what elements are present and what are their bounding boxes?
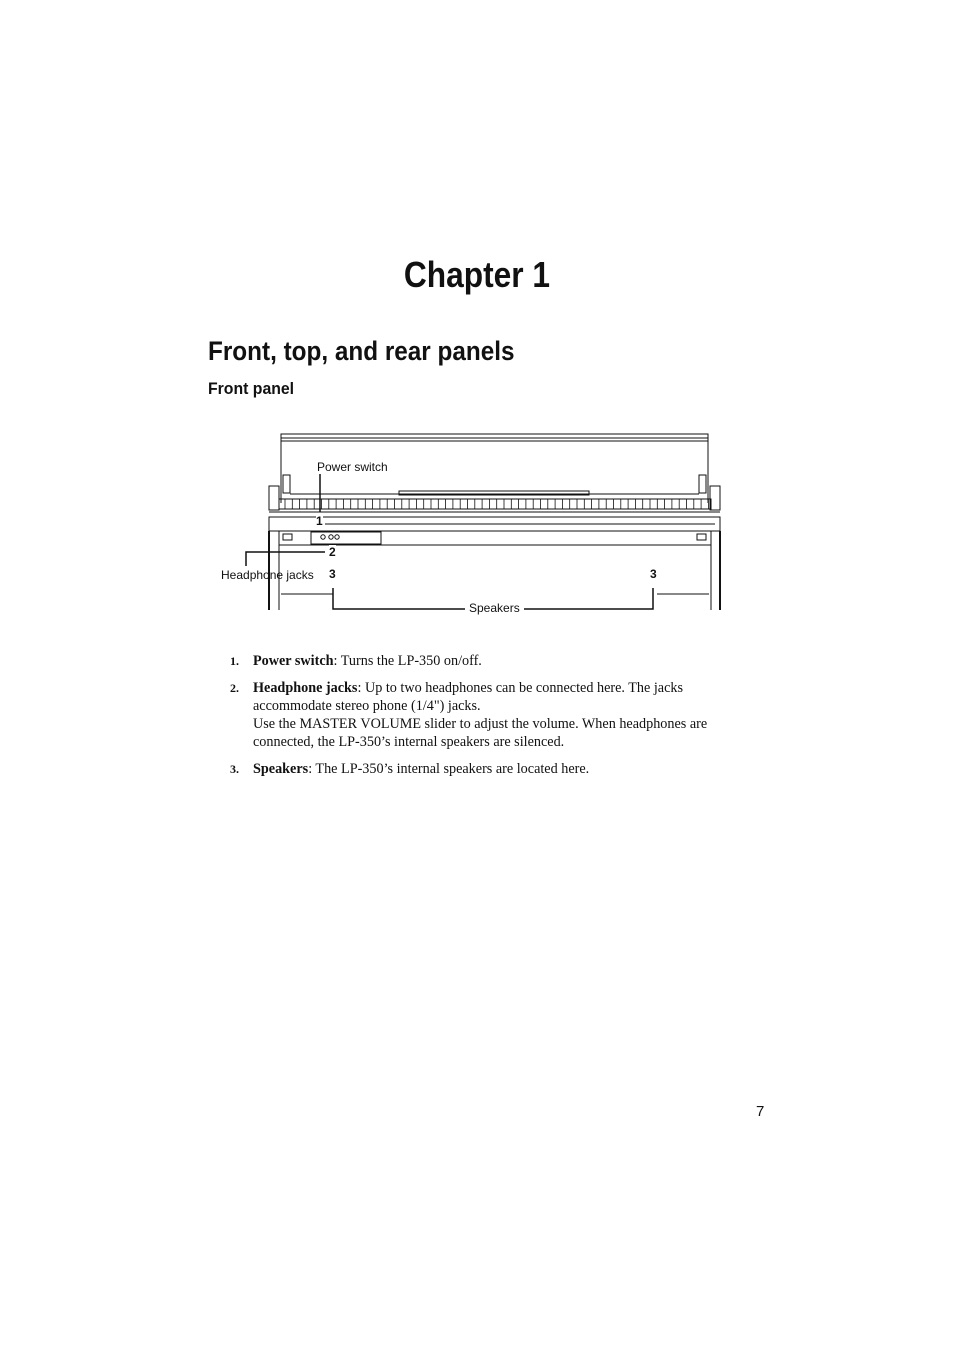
piano-front-illustration bbox=[215, 428, 730, 618]
chapter-title: Chapter 1 bbox=[403, 254, 551, 295]
callout-3-right: 3 bbox=[650, 567, 657, 581]
panel-item-list bbox=[230, 652, 750, 787]
subsection-title: Front panel bbox=[208, 379, 295, 398]
callout-2: 2 bbox=[329, 545, 336, 559]
item-text: : Turns the LP-350 on/off. bbox=[333, 653, 482, 669]
front-panel-figure bbox=[215, 428, 730, 618]
keyboard-keys bbox=[285, 499, 708, 509]
page-number: 7 bbox=[756, 1103, 765, 1120]
item-text: : Up to two headphones can be connected here. The jacks bbox=[357, 680, 683, 696]
power-switch-label: Power switch bbox=[317, 460, 388, 474]
speakers-label: Speakers bbox=[465, 601, 524, 615]
item-text: Use the MASTER VOLUME slider to adjust the volume. When headphones are bbox=[253, 716, 708, 732]
item-text: accommodate stereo phone (1/4") jacks. bbox=[253, 698, 481, 714]
item-term: Headphone jacks bbox=[253, 680, 358, 696]
item-text: connected, the LP-350’s internal speakers are silenced. bbox=[253, 734, 565, 750]
list-item bbox=[230, 679, 750, 751]
item-term: Speakers bbox=[253, 761, 309, 777]
list-item bbox=[230, 652, 750, 670]
item-text: : The LP-350’s internal speakers are located here. bbox=[308, 761, 590, 777]
callout-3-left: 3 bbox=[329, 567, 336, 581]
item-number: 1. bbox=[230, 654, 239, 668]
section-title: Front, top, and rear panels bbox=[208, 336, 515, 366]
item-number: 2. bbox=[230, 681, 239, 695]
callout-1: 1 bbox=[316, 514, 323, 528]
item-term: Power switch bbox=[253, 653, 334, 669]
item-number: 3. bbox=[230, 762, 239, 776]
headphone-jacks-label: Headphone jacks bbox=[221, 568, 314, 582]
list-item bbox=[230, 760, 750, 778]
